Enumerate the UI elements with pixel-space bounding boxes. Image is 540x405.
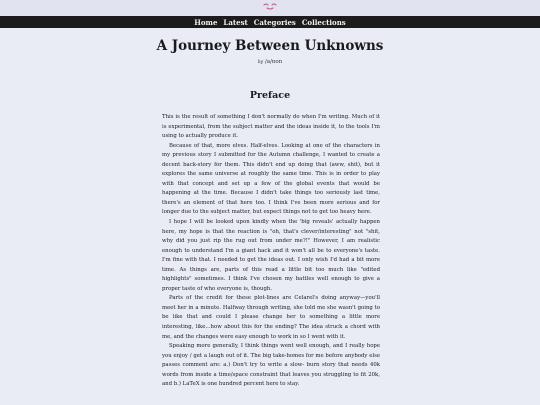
paragraph: Parts of the credit for these plot-lines are Celarel's doing anyway—you'll meet her in a minute. Halfway through writing, she told me she wasn't going to be like that and could I please change her to something a little more interesting, like...how about this for the ending? The idea struck a chord with me, and the changes were easy enough to work in so I went with it. bbox=[162, 295, 380, 340]
nav-collections[interactable]: Collections bbox=[301, 17, 346, 27]
story-title: A Journey Between Unknowns bbox=[156, 38, 384, 54]
preface-body bbox=[162, 113, 380, 390]
paragraph: I hope I will be looked upon kindly when the 'big reveals' actually happen here, my hope is that the reaction is "oh, that's clever/interesting" not "shit, why did you just rip the rug out from under me?!" However, I am realistic enough to understand I'm a giant hack and it won't all be to everyone's taste. I'm fine with that. I needed to get the ideas out. I only wish I'd had a bit more time. As things are, parts of this read a little bit too much like "edited highlights" sometimes. I think I've chosen my battles well enough to give a proper taste of who everyone is, though. bbox=[162, 219, 380, 292]
top-band bbox=[0, 0, 540, 16]
nav-home[interactable]: Home bbox=[194, 17, 218, 27]
paragraph: Speaking more generally, I think things went well enough, and I really hope you enjoy / get a laugh out of it. The big take-homes for me before anybody else passes comment are: a.) Don't try to write a slow- burn story that needs 40k words from inside a time/space constraint that leaves you struggling to fit 20k, and b.) LaTeX is one hundred percent here to stay. bbox=[162, 343, 380, 388]
paragraph: Because of that, more elves. Half-elves. Looking at one of the characters in my previous story I submitted for the Autumn challenge, I wanted to create a decent back-story for them. This didn't end up doing that (aww, shit), but it explores the same universe at roughly the same time. This is in order to play with that concept and set up a few of the global events that would be happening at the time. Because I didn't take things too seriously last time, there's an element of that here too. I think I've been more serious and for longer due to the subject matter, but expect things not to get too heavy here. bbox=[162, 142, 380, 216]
nav-categories[interactable]: Categories bbox=[253, 17, 296, 27]
tilde-face-icon[interactable] bbox=[263, 2, 277, 10]
paragraph: This is the result of something I don't normally do when I'm writing. Much of it is experimental, from the subject matter and the ideas inside it, to the tools I'm using to actually produce it. bbox=[162, 114, 380, 140]
section-heading: Preface bbox=[249, 90, 291, 101]
author-name[interactable]: /a/non bbox=[264, 59, 283, 65]
by-label: by bbox=[257, 60, 264, 65]
nav-latest[interactable]: Latest bbox=[223, 17, 248, 27]
byline bbox=[0, 59, 540, 65]
main-nav bbox=[0, 16, 540, 28]
